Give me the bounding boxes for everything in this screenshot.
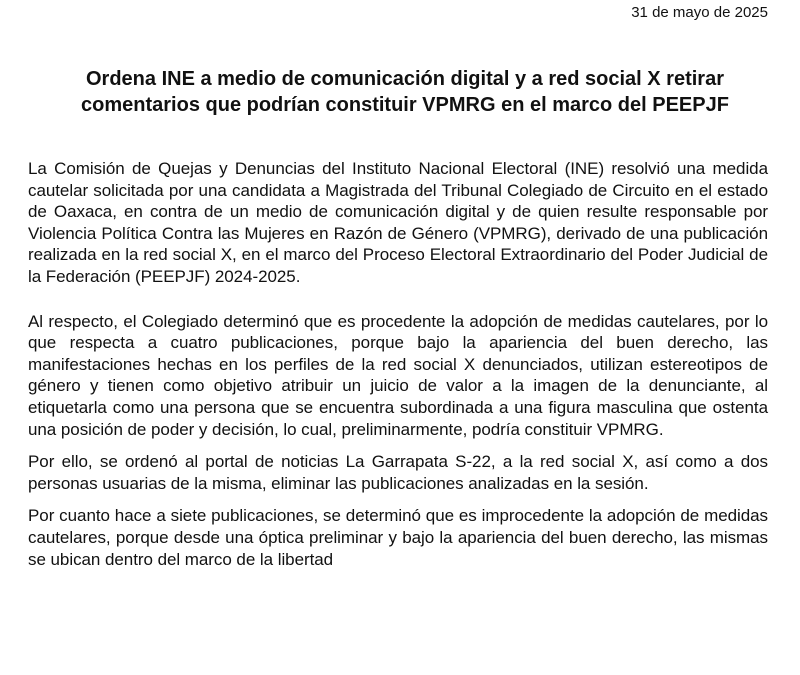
paragraph-4: Por cuanto hace a siete publicaciones, se determinó que es improcedente la adopción de medidas cautelares, porque desde una óptica preliminar y bajo la apariencia del buen derecho, las mismas se ubican dentro del marco de la libertad xyxy=(28,506,768,569)
document-title: Ordena INE a medio de comunicación digital y a red social X retirar comentarios que podrían constituir VPMRG en el marco del PEEPJF xyxy=(81,68,729,116)
paragraph-1: La Comisión de Quejas y Denuncias del Instituto Nacional Electoral (INE) resolvió una medida cautelar solicitada por una candidata a Magistrada del Tribunal Colegiado de Circuito en el estado de Oaxaca, en contra de un medio de comunicación digital y de quien resulte responsable por Violencia Política Contra las Mujeres en Razón de Género (VPMRG), derivado de una publicación realizada en la red social X, en el marco del Proceso Electoral Extraordinario del Poder Judicial de la Federación (PEEPJF) 2024-2025. xyxy=(28,159,768,286)
paragraph-3: Por ello, se ordenó al portal de noticias La Garrapata S-22, a la red social X, así como a dos personas usuarias de la misma, eliminar las publicaciones analizadas en la sesión. xyxy=(28,452,768,493)
document-date: 31 de mayo de 2025 xyxy=(631,4,768,21)
document-body xyxy=(28,158,768,570)
paragraph-2: Al respecto, el Colegiado determinó que es procedente la adopción de medidas cautelares, por lo que respecta a cuatro publicaciones, porque bajo la apariencia del buen derecho, las manifestaciones hechas en los perfiles de la red social X denunciados, utilizan estereotipos de género y tienen como objetivo atribuir un juicio de valor a la imagen de la denunciante, al etiquetarla como una persona que se encuentra subordinada a una figura masculina que ostenta una posición de poder y decisión, lo cual, preliminarmente, podría constituir VPMRG. xyxy=(28,311,768,439)
